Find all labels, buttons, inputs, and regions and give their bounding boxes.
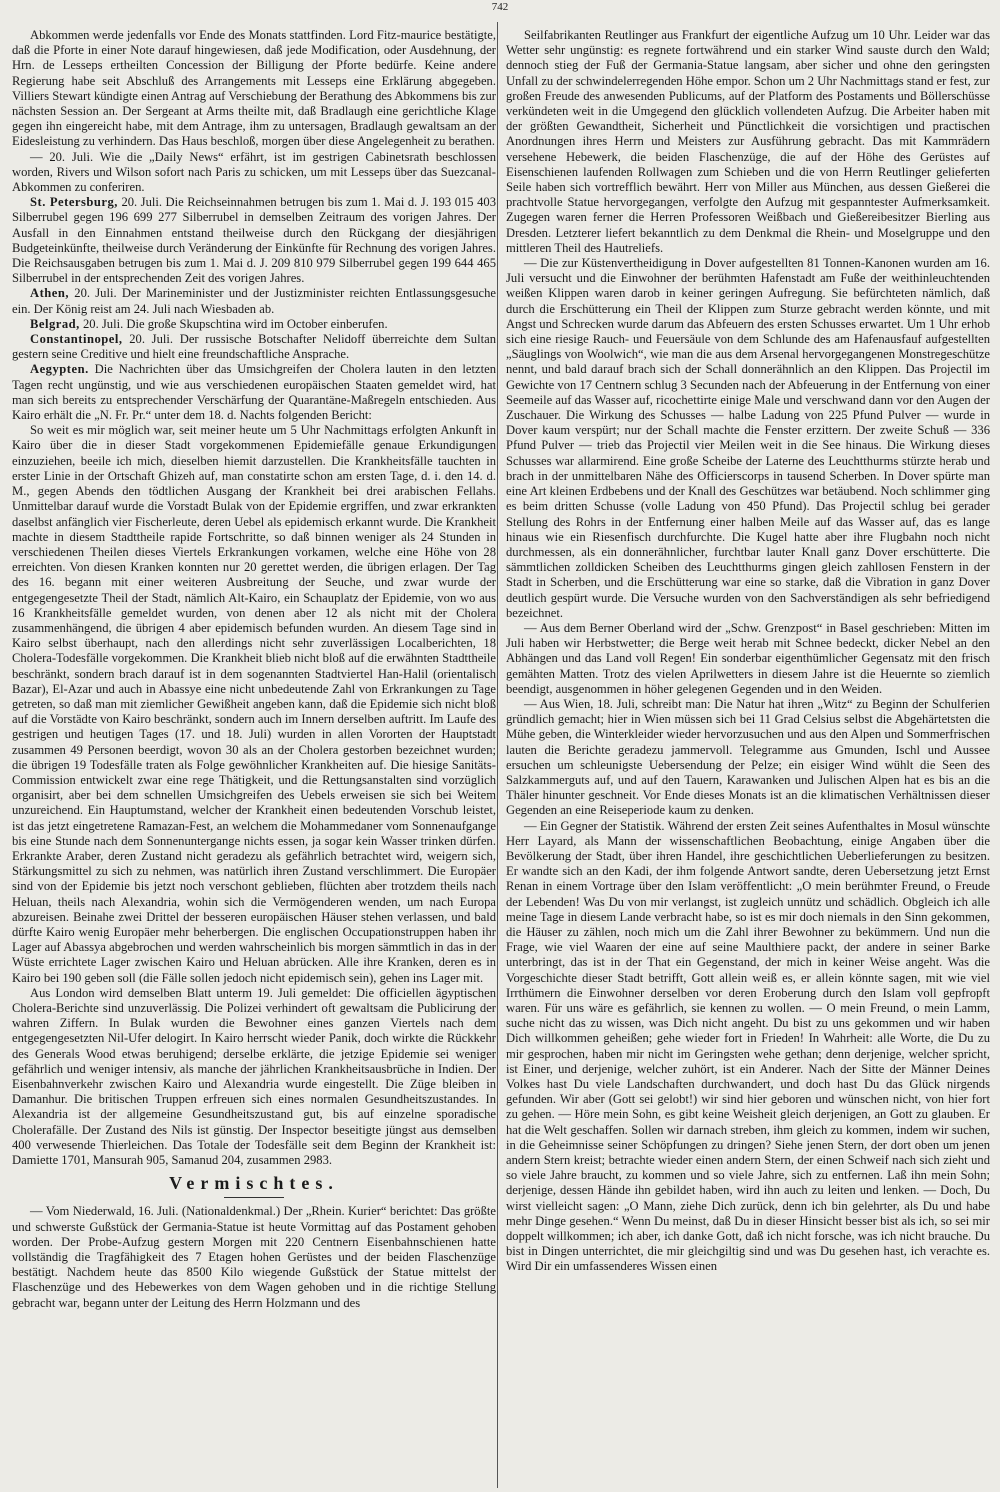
paragraph-text: — Die zur Küstenvertheidigung in Dover aufgestellten 81 Tonnen-Kanonen wurden am 16. Juli versucht und die Einwohner der berühmten Hafenstadt am Fuße der weithinleuchtenden weißen Klippen waren darob in keiner geringen Aufregung. Sie befürchteten nämlich, daß durch die Erschütterung ein Theil der Klippen zum Sturze gebracht werden könnte, und mit Angst und Schrecken wurde darum das Abfeuern des ersten Schusses erwartet. Um 1 Uhr erhob sich eine riesige Rauch- und Feuersäule von dem Schlunde des am Hafenausfauf aufgestellten „Säuglings von Woolwich“, wie man die aus dem Arsenal hervorgegangenen Monstregeschütze nennt, und bald darauf brach sich der Schall donnerähnlich an den Klippen. Das Projectil im Gewichte von 17 Centnern schlug 3 Secunden nach der Abfeuerung in der Entfernung von einer Seemeile auf das Wasser auf, ricochettirte einige Male und verschwand dann vor den Augen der Zuschauer. Die Wirkung des Schusses — halbe Ladung von 225 Pfund Pulver — wurde in Dover kaum verspürt; nur der Schall machte die Fenster erzittern. Der zweite Schuß — 336 Pfund Pulver — trieb das Projectil vier Meilen weit in die See hinaus. Die Wirkung dieses Schusses war allarmirend. Eine große Scheibe der Laterne des Leuchtthurms stürzte herab und brach in der unmittelbaren Nähe des Officierscorps in tausend Scherben. In Dover spürte man eine Art kleinen Erdbebens und der Knall des Geschützes war betäubend. Noch schlimmer ging es beim dritten Schusse (volle Ladung von 450 Pfund). Das Projectil schlug bei gerader Stellung des Rohrs in der Entfernung einer halben Meile auf das Wasser auf, das es lange hinaus wie ein Riesenfisch durchfurchte. Die Kugel hatte aber ihre Flugbahn noch nicht durchmessen, als ein donnerähnlicher, furchtbar lauter Knall ganz Dover erschütterte. Die sämmtlichen zolldicken Scheiben des Leuchtthurms gingen gleich zahllosen Fenstern in der Stadt in Scherben, und die Erschütterung war eine so starke, daß die Vibration in ganz Dover deutlich gespürt wurde. Die Versuche wurden von den Sachverständigen als sehr befriedigend bezeichnet. — [506, 256, 990, 620]
paragraph-text: — Aus dem Berner Oberland wird der „Schw. Grenzpost“ in Basel geschrieben: Mitten im Juli haben wir Herbstwetter; die Berge weit herab mit Schnee bedeckt, dicker Nebel an den Abhängen und das Land voll Regen! Ein sonderbar eigenthümlicher Gegensatz mit den frisch gemähten Matten. Trotz des vielen Aprilwetters in diesem Jahre ist die Heuernte so ziemlich beendigt, ausgenommen in höher gelegenen Gegenden und in den Weiden. — [506, 620, 990, 696]
left-column — [12, 28, 496, 1484]
paragraph-text: 20. Juli. Der russische Botschafter Nelidoff überreichte dem Sultan gestern seine Creditive und hielt eine freundschaftliche Ansprache. — [12, 332, 496, 362]
article-paragraph — [12, 1204, 496, 1310]
paragraph-text: Die Nachrichten über das Umsichgreifen der Cholera lauten in den letzten Tagen recht ungünstig, und wie aus verschiedenen europäischen Staaten gemeldet wird, hat man sich bereits zu entsprechender Verschärfung der Quarantäne-Maßregeln entschieden. Aus Kairo erhält die „N. Fr. Pr.“ unter dem 18. d. Nachts folgenden Bericht: — [12, 362, 496, 423]
right-column-articles — [506, 28, 990, 1275]
column-divider — [497, 22, 498, 1488]
paragraph-text: — 20. Juli. Wie die „Daily News“ erfährt, ist im gestrigen Cabinetsrath beschlossen worden, Rivers und Wilson sofort nach Paris zu schicken, um mit Lesseps über das Suezcanal-Abkommen zu conferiren. — [12, 149, 496, 195]
article-paragraph — [506, 819, 990, 1275]
article-paragraph — [12, 332, 496, 362]
article-paragraph — [12, 317, 496, 332]
article-paragraph — [12, 28, 496, 150]
paragraph-text: 20. Juli. Der Marineminister und der Justizminister reichten Entlassungsgesuche ein. Der König reist am 24. Juli nach Wiesbaden ab. — [12, 286, 496, 316]
paragraph-text: Abkommen werde jedenfalls vor Ende des Monats stattfinden. Lord Fitz-maurice bestätigte, daß die Pforte in einer Note darauf hingewiesen, daß jede Modification, oder Ausdehnung, der Hrn. de Lesseps ertheilten Concession der Billigung der Pforte bedürfe. Keine andere Regierung habe seit Abschluß des Arrangements mit Lesseps eine Erklärung abgegeben. Villiers Stewart kündigte einen Antrag auf Verschiebung der Berathung des Abkommens bis zur nächsten Session an. Der Sergeant at Arms theilte mit, daß Bradlaugh eine gerichtliche Klage gegen ihn eingereicht habe, mit dem Antrage, ihm zu untersagen, Bradlaugh gewaltsam an der Eidesleistung zu verhindern. Das Haus beschloß, morgen über diese Angelegenheit zu berathen. — [12, 28, 496, 149]
paragraph-text: — Ein Gegner der Statistik. Während der ersten Zeit seines Aufenthaltes in Mosul wünschte Herr Layard, als Mann der wissenschaftlichen Beobachtung, einige Angaben über die Bevölkerung der Stadt, über ihren Handel, ihre geschichtlichen Ueberlieferungen zu besitzen. Er wandte sich an den Kadi, der ihm folgende Antwort sandte, deren Uebersetzung jetzt Ernst Renan in einem Vortrage über den Islam veröffentlicht: „O mein berühmter Freund, o Freude der Lebenden! Was Du von mir verlangst, ist zugleich unnütz und schädlich. Obgleich ich alle meine Tage in diesem Lande verbracht habe, so ist es mir doch niemals in den Sinn gekommen, die Häuser zu zählen, noch mich um die Zahl ihrer Bewohner zu bekümmern. Und nun die Frage, wie viel Waaren der eine auf seine Maulthiere packt, der andere in seiner Barke unterbringt, das ist in der That ein Gegenstand, der mich in keiner Weise angeht. Was die Vorgeschichte dieser Stadt betrifft, Gott allein weiß es, er allein könnte sagen, mit wie viel Irrthümern die Einwohner derselben vor deren Eroberung durch den Islam voll gepfropft waren. Für uns wäre es gefährlich, sie kennen zu wollen. — O mein Freund, o mein Lamm, suche nicht das zu wissen, was Dich nicht angeht. Du bist zu uns gekommen und wir haben Dich willkommen geheißen; gehe wieder fort in Frieden! In Wahrheit: alle Worte, die Du zu mir gesprochen, haben mir nicht im Geringsten wehe gethan; denn derjenige, welcher spricht, ist Einer, und derjenige, welcher zuhört, ist ein Anderer. Nach der Sitte der Männer Deines Volkes hast Du viele Landschaften durchwandert, und doch hast Du das Glück nirgends gefunden. Wir aber (Gott sei gelobt!) wir sind hier geboren und wünschen nicht, von hier fort zu gehen. — Höre mein Sohn, es gibt keine Weisheit gleich derjenigen, an Gott zu glauben. Er hat die Welt geschaffen. Sollen wir darnach streben, ihm gleich zu kommen, indem wir suchen, in die Geheimnisse seiner Schöpfungen zu dringen? Siehe jenen Stern, der dort oben um jenen andern Stern kreist; betrachte wieder einen andern Stern, der einen Schweif nach sich zieht und so viele Jahre braucht, zu kommen und so viele Jahre, sich zu entfernen. Laß ihn mein Sohn; derjenige, dessen Hände ihn gebildet haben, wird ihn auch zu leiten und lenken. — Doch, Du wirst vielleicht sagen: „O Mann, ziehe Dich zurück, denn ich bin gelehrter, als Du und habe mehr Dinge gesehen.“ Wenn Du meinst, daß Du in dieser Hinsicht besser bist als ich, so sei mir doppelt willkommen; ich aber, ich danke Gott, daß ich nicht forsche, was ich nicht brauche. Du bist in Dingen unterrichtet, die mir gleichgiltig sind und was Du gesehen hast, ich verachte es. Wird Dir ein umfassenderes Wissen einen — [506, 818, 990, 1274]
paragraph-text: So weit es mir möglich war, seit meiner heute um 5 Uhr Nachmittags erfolgten Ankunft in Kairo über die in dieser Stadt vorgekommenen Epidemiefälle genaue Erkundigungen einzuziehen, beeile ich mich, dieselben hiemit darzustellen. Die Krankheitsfälle tauchten in erster Linie in der Ortschaft Ghizeh auf, man constatirte schon am ersten Tage, d. i. den 14. d. M., gegen Abends den tödtlichen Ausgang der Krankheit bei drei arabischen Fellahs. Unmittelbar darauf wurde die Vorstadt Bulak von der Epidemie ergriffen, und zwar erkrankten daselbst anfänglich vier Fischerleute, deren Uebel als epidemisch erkannt wurde. Die Krankheit machte in diesem Stadttheile rapide Fortschritte, so daß binnen weniger als 24 Stunden in verschiedenen Theilen dieses Viertels Erkrankungen vorkamen, welche eine Höhe von 28 erreichten. Von diesen Kranken konnten nur 20 gerettet werden, die übrigen erlagen. Der Tag des 16. begann mit einer weiteren Ausbreitung der Seuche, und zwar wurde der entgegengesetzte Theil der Stadt, nämlich Alt-Kairo, ein Schauplatz der Epidemie, von wo aus 16 Krankheitsfälle gemeldet wurden, von denen aber 12 als nicht mit der Cholera zusammenhängend, die übrigen 4 aber epidemisch befunden wurden. An diesem Tage sind in Kairo selbst überhaupt, nach den allerdings nicht sehr zuverlässigen Localberichten, 18 Cholera-Todesfälle vorgekommen. Die Krankheit blieb nicht bloß auf die erwähnten Stadttheile beschränkt, sondern brach darauf ist in dem sogenannten Stadtviertel Han-Halil (orientalisch Bazar), El-Azar und auch in Abassye eine nicht unbedeutende Zahl von Erkrankungen zu Tage getreten, so daß man mit ziemlicher Gewißheit angeben kann, daß die Epidemie sich nicht bloß auf die Vorstädte von Kairo beschränkt, sondern auch im Innern derselben auftritt. Im Laufe des gestrigen und heutigen Tages (17. und 18. Juli) wurden in allen Vororten der Hauptstadt zusammen 49 Personen beerdigt, wovon 30 als an der Cholera gestorben bezeichnet wurden; die übrigen 19 Todesfälle traten als Folge gewöhnlicher Krankheiten auf. Die hiesige Sanitäts-Commission entwickelt zwar eine rege Thätigkeit, und die Rettungsanstalten sind vorzüglich organisirt, aber bei dem schnellen Umsichgreifen des Uebels erweisen sie sich bei Weitem unzureichend. Ein Hauptumstand, welcher der Krankheit einen bedeutenden Vorschub leistet, ist das jetzt eingetretene Ramazan-Fest, an welchem die Mohammedaner vom Sonnenaufgange bis eine Stunde nach dem Sonnenuntergange nichts essen, ja sogar kein Wasser trinken dürfen. Erkrankte Araber, deren Zustand nicht geradezu als gefährlich betrachtet wird, weigern sich, Stärkungsmittel zu sich zu nehmen, was natürlich ihren Zustand verschlimmert. Die Europäer sind von der Epidemie bis jetzt noch verschont geblieben, flüchten aber trotzdem theils nach Heluan, theils nach Alexandria, wohin sich die Vermögenderen wenden, um nach Europa abzureisen. Beinahe zwei Drittel der besseren europäischen Häuser stehen verlassen, und bald dürfte Kairo wenig Europäer mehr beherbergen. Die englischen Occupationstruppen haben ihr Lager auf Abassya abgebrochen und werden wahrscheinlich bis morgen sämmtlich in das in der Wüste errichtete Lager zwischen Kairo und Heluan abrücken. Alle ihre Kranken, deren es in Kairo bei 190 geben soll (die Fälle sollen jedoch nicht epidemisch sein), gehen ins Lager mit. — [12, 423, 496, 985]
dateline: St. Petersburg, — [30, 195, 118, 210]
right-column — [506, 28, 990, 1484]
dateline: Athen, — [30, 286, 70, 301]
article-paragraph — [506, 28, 990, 256]
article-paragraph — [12, 150, 496, 196]
article-paragraph — [506, 697, 990, 819]
left-column-miscellaneous — [12, 1204, 496, 1310]
paragraph-text: 20. Juli. Die große Skupschtina wird im October einberufen. — [79, 316, 388, 331]
article-paragraph — [12, 986, 496, 1168]
dateline: Constantinopel, — [30, 332, 123, 347]
paragraph-text: — Vom Niederwald, 16. Juli. (Nationaldenkmal.) Der „Rhein. Kurier“ berichtet: Das größte und schwerste Gußstück der Germania-Statue ist heute Vormittag auf das Postament gehoben worden. Der Probe-Aufzug gestern Morgen mit 220 Centnern Eisenbahnschienen hatte vollständig die Tragfähigkeit des 7 Etagen hohen Gerüstes und der beiden Flaschenzüge bestätigt. Nachdem heute das 8500 Kilo wiegende Gußstück der Statue mittelst der Flaschenzüge und des Hebewerkes von dem Wagen gehoben und in die richtige Stellung gebracht war, begann unter der Leitung des Herrn Holzmann und des — [12, 1204, 496, 1310]
left-column-articles — [12, 28, 496, 1168]
dateline: Belgrad, — [30, 316, 80, 331]
article-paragraph — [506, 256, 990, 621]
article-paragraph — [506, 621, 990, 697]
article-paragraph — [12, 195, 496, 286]
article-paragraph — [12, 286, 496, 316]
dateline: Aegypten. — [30, 362, 89, 377]
paragraph-text: 20. Juli. Die Reichseinnahmen betrugen bis zum 1. Mai d. J. 193 015 403 Silberrubel gegen 196 699 277 Silberrubel in demselben Zeitraum des vorigen Jahres. Der Ausfall in den Einnahmen entstand theilweise durch den Rückgang der diesjährigen Budgeteinkünfte, theilweise durch Veränderung der Einkünfte für Rechnung des vorigen Jahres. Die Reichsausgaben betrugen bis zum 1. Mai d. J. 209 810 979 Silberrubel gegen 199 644 465 Silberrubel in der entsprechenden Zeit des vorigen Jahres. — [12, 195, 496, 286]
paragraph-text: Aus London wird demselben Blatt unterm 19. Juli gemeldet: Die officiellen ägyptischen Cholera-Berichte sind unzuverlässig. Die Polizei verhindert oft gewaltsam die Publicirung der wahren Ziffern. In Bulak wurden die Bewohner eines ganzen Viertels nach dem entgegengesetzten Nil-Ufer delogirt. In Kairo herrscht wieder Panik, doch wirkte die Rückkehr des Generals Wood etwas beruhigend; derselbe erklärte, die jetzige Epidemie sei weniger gefährlich und weniger intensiv, als manche der jährlichen Krankheitsausbrüche in Indien. Der Eisenbahnverkehr zwischen Kairo und Alexandria wurde eingestellt. Die Züge bleiben in Damanhur. Die britischen Truppen erfreuen sich eines normalen Gesundheitszustandes. In Alexandria ist der allgemeine Gesundheitszustand gut, bis auf einzelne sporadische Cholerafälle. Der Zustand des Nils ist günstig. Der Inspector beseitigte jüngst aus demselben 400 verwesende Thierleichen. Das Totale der Todesfälle seit dem Beginn der Krankheit ist: Damiette 1701, Mansurah 905, Samanud 204, zusammen 2983. — [12, 985, 496, 1168]
article-paragraph — [12, 423, 496, 986]
page-number: 742 — [491, 1, 509, 13]
paragraph-text: — Aus Wien, 18. Juli, schreibt man: Die Natur hat ihren „Witz“ zu Beginn der Schulferien gründlich gemacht; hier in Wien müssen sich bei 11 Grad Celsius selbst die Abgehärtetsten die Mühe geben, die Winterkleider wieder hervorzusuchen und aus den Alpen und Sommerfrischen lauten die Berichte geradezu jammervoll. Telegramme aus Gmunden, Ischl und Aussee ersuchen um schleunigste Uebersendung der Pelze; ein eisiger Wind wühlt die Seen des Salzkammerguts auf, und auf den Tauern, Karawanken und Julischen Alpen hat es bis an die Thäler hinunter geschneit. Vor Ende dieses Monats ist an die klimatischen Verhältnissen dieser Gegenden an eine Reiseperiode kaum zu denken. — [506, 696, 990, 818]
paragraph-text: Seilfabrikanten Reutlinger aus Frankfurt der eigentliche Aufzug um 10 Uhr. Leider war das Wetter sehr ungünstig: es regnete fortwährend und ein starker Wind sauste durch den Wald; dennoch stieg der Fuß der Germania-Statue langsam, aber sicher und ohne den geringsten Unfall zu der schwindelerregenden Höhe empor. Schon um 2 Uhr Nachmittags stand er fest, zur großen Freude des anwesenden Publicums, auf der Platform des Postaments und Böllerschüsse verkündeten weit in die Umgegend den glücklich vollendeten Aufzug. Die Arbeiter haben mit der größten Gewandtheit, Sicherheit und Pünctlichkeit die vorsichtigen und practischen Anordnungen ihres Herrn und Meisters zur Ausführung gebracht. Das mit Kammrädern versehene Hebewerk, die beiden Flaschenzüge, die auf der Höhe des Gerüstes auf Eisenschienen laufenden Rollwagen zum Schieben und die von Herrn Reutlinger gelieferten Seile haben sich vortrefflich bewährt. Herr von Miller aus München, aus dessen Gießerei die prachtvolle Statue hervorgegangen, verfolgte den Aufzug mit gespanntester Aufmerksamkeit. Zugegen waren ferner die Herren Professoren Weißbach und Gießereibesitzer Bierling aus Dresden. Letzterer liefert bekanntlich zu dem Denkmal die Rhein- und Moselgruppe und den mittleren Theil des Hautreliefs. — [506, 28, 990, 255]
article-paragraph — [12, 362, 496, 423]
section-heading: Vermischtes. — [169, 1173, 339, 1194]
section-rule — [224, 1197, 284, 1198]
